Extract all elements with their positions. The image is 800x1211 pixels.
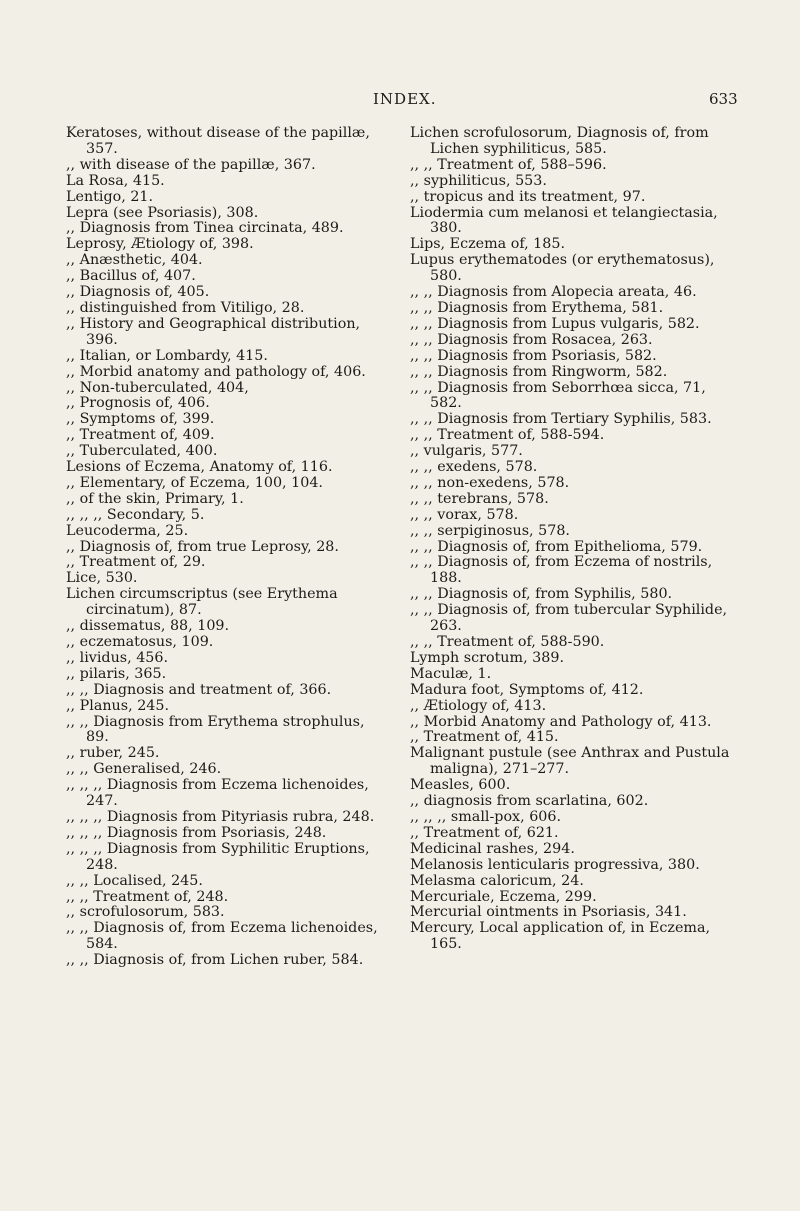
index-entry: ,, ,, ,, Diagnosis from Syphilitic Eruptions, 248. xyxy=(66,840,370,873)
index-entry: Leucoderma, 25. xyxy=(66,522,189,539)
index-entry: ,, ,, Treatment of, 248. xyxy=(66,888,229,905)
index-entry: ,, ,, Treatment of, 588-594. xyxy=(410,427,605,444)
index-entry: Melasma caloricum, 24. xyxy=(410,872,584,889)
index-entry: ,, of the skin, Primary, 1. xyxy=(66,490,244,507)
index-entry: ,, History and Geographical distribution, 396. xyxy=(66,315,361,348)
index-entry: ,, Elementary, of Eczema, 100, 104. xyxy=(66,474,323,491)
index-entry: Maculæ, 1. xyxy=(410,665,492,682)
index-entry: ,, ,, Diagnosis from Ringworm, 582. xyxy=(410,363,668,380)
index-entry: ,, ,, Diagnosis of, from Lichen ruber, 584. xyxy=(66,952,364,969)
index-entry: ,, vulgaris, 577. xyxy=(410,443,523,460)
index-entry: ,, ,, Diagnosis from Seborrhœa sicca, 71, 582. xyxy=(410,379,706,412)
index-entry: ,, ,, terebrans, 578. xyxy=(410,490,549,507)
index-entry: Leprosy, Ætiology of, 398. xyxy=(66,236,254,253)
right-index-column xyxy=(410,126,730,953)
index-entry: ,, ,, Diagnosis of, from Eczema lichenoides, 584. xyxy=(66,920,378,953)
index-entry: La Rosa, 415. xyxy=(66,172,165,189)
index-entry: ,, Treatment of, 29. xyxy=(66,554,206,571)
index-entry: ,, Anæsthetic, 404. xyxy=(66,252,203,269)
index-entry: ,, ,, non-exedens, 578. xyxy=(410,474,570,491)
index-entry: ,, Diagnosis of, from true Leprosy, 28. xyxy=(66,538,339,555)
left-index-column xyxy=(66,126,382,969)
index-entry: Medicinal rashes, 294. xyxy=(410,840,575,857)
index-entry: ,, eczematosus, 109. xyxy=(66,634,214,650)
index-entry: ,, ,, Localised, 245. xyxy=(66,872,203,889)
index-entry: ,, ,, Treatment of, 588-590. xyxy=(410,634,605,650)
index-entry: ,, pilaris, 365. xyxy=(66,665,167,682)
index-entry: ,, ,, Treatment of, 588–596. xyxy=(410,156,607,173)
index-entry: ,, ,, ,, Diagnosis from Eczema lichenoides, 247. xyxy=(66,777,369,810)
index-entry: ,, Treatment of, 621. xyxy=(410,824,559,841)
index-entry: ,, ,, Diagnosis from Erythema, 581. xyxy=(410,299,664,316)
index-entry: ,, Non-tuberculated, 404, xyxy=(66,379,249,396)
index-entry: Malignant pustule (see Anthrax and Pustula maligna), 271–277. xyxy=(410,745,730,778)
running-title: INDEX. xyxy=(373,90,437,108)
page-number: 633 xyxy=(709,90,738,108)
index-entry: ,, Diagnosis of, 405. xyxy=(66,284,210,301)
index-entry: ,, ,, Diagnosis from Psoriasis, 582. xyxy=(410,347,657,364)
index-entry: ,, ruber, 245. xyxy=(66,745,160,762)
index-entry: ,, Tuberculated, 400. xyxy=(66,443,218,460)
index-entry: Lupus erythematodes (or erythematosus), 580. xyxy=(410,252,715,285)
index-entry: ,, syphiliticus, 553. xyxy=(410,172,547,189)
index-entry: Madura foot, Symptoms of, 412. xyxy=(410,681,644,698)
index-entry: ,, Symptoms of, 399. xyxy=(66,411,215,428)
index-entry: ,, ,, Diagnosis from Erythema strophulus, 89. xyxy=(66,713,365,746)
index-entry: Keratoses, without disease of the papillæ, 357. xyxy=(66,125,370,157)
index-entry: ,, dissematus, 88, 109. xyxy=(66,618,230,635)
index-entry: Lymph scrotum, 389. xyxy=(410,649,564,666)
index-entry: ,, with disease of the papillæ, 367. xyxy=(66,156,316,173)
index-entry: ,, scrofulosorum, 583. xyxy=(66,904,225,921)
index-entry: ,, tropicus and its treatment, 97. xyxy=(410,188,646,205)
index-entry: Mercuriale, Eczema, 299. xyxy=(410,888,597,905)
index-entry: ,, ,, Diagnosis from Lupus vulgaris, 582. xyxy=(410,315,700,332)
index-entry: ,, Ætiology of, 413. xyxy=(410,697,547,714)
index-entry: ,, lividus, 456. xyxy=(66,649,169,666)
index-entry: ,, ,, Diagnosis of, from Syphilis, 580. xyxy=(410,586,673,603)
index-entry: ,, Italian, or Lombardy, 415. xyxy=(66,347,268,364)
index-entry: ,, ,, ,, Diagnosis from Psoriasis, 248. xyxy=(66,824,327,841)
index-entry: Lips, Eczema of, 185. xyxy=(410,236,566,253)
index-entry: Mercurial ointments in Psoriasis, 341. xyxy=(410,904,687,921)
index-entry: Lichen circumscriptus (see Erythema circinatum), 87. xyxy=(66,586,338,619)
index-entry: ,, diagnosis from scarlatina, 602. xyxy=(410,793,649,810)
index-entry: ,, distinguished from Vitiligo, 28. xyxy=(66,299,305,316)
index-entry: ,, Bacillus of, 407. xyxy=(66,268,196,285)
index-entry: ,, ,, Diagnosis from Alopecia areata, 46. xyxy=(410,284,697,301)
index-entry: Liodermia cum melanosi et telangiectasia, 380. xyxy=(410,204,718,237)
index-entry: ,, ,, Diagnosis of, from Eczema of nostrils, 188. xyxy=(410,554,713,587)
index-entry: ,, Prognosis of, 406. xyxy=(66,395,210,412)
index-entry: ,, Morbid anatomy and pathology of, 406. xyxy=(66,363,366,380)
index-entry: ,, Treatment of, 409. xyxy=(66,427,215,444)
index-entry: Lichen scrofulosorum, Diagnosis of, from Lichen syphiliticus, 585. xyxy=(410,125,709,157)
index-entry: ,, ,, Diagnosis of, from Epithelioma, 579. xyxy=(410,538,703,555)
index-entry: ,, ,, exedens, 578. xyxy=(410,459,538,476)
index-entry: ,, ,, vorax, 578. xyxy=(410,506,519,523)
index-entry: ,, ,, Diagnosis of, from tubercular Syphilide, 263. xyxy=(410,602,728,635)
index-entry: ,, Planus, 245. xyxy=(66,697,170,714)
index-entry: ,, ,, Generalised, 246. xyxy=(66,761,222,778)
page-header xyxy=(0,90,800,114)
index-entry: Lice, 530. xyxy=(66,570,138,587)
index-entry: ,, ,, serpiginosus, 578. xyxy=(410,522,570,539)
index-entry: Measles, 600. xyxy=(410,777,511,794)
index-entry: Melanosis lenticularis progressiva, 380. xyxy=(410,856,700,873)
index-entry: Lentigo, 21. xyxy=(66,188,154,205)
index-entry: ,, Diagnosis from Tinea circinata, 489. xyxy=(66,220,344,237)
index-entry: ,, ,, Diagnosis and treatment of, 366. xyxy=(66,681,332,698)
index-entry: ,, ,, ,, Secondary, 5. xyxy=(66,506,205,523)
index-entry: ,, Morbid Anatomy and Pathology of, 413. xyxy=(410,713,712,730)
index-entry: ,, ,, Diagnosis from Rosacea, 263. xyxy=(410,331,653,348)
index-entry: Lesions of Eczema, Anatomy of, 116. xyxy=(66,459,333,476)
index-entry: Lepra (see Psoriasis), 308. xyxy=(66,204,259,221)
index-entry: ,, Treatment of, 415. xyxy=(410,729,559,746)
index-entry: ,, ,, ,, Diagnosis from Pityriasis rubra, 248. xyxy=(66,808,375,825)
index-entry: ,, ,, Diagnosis from Tertiary Syphilis, 583. xyxy=(410,411,712,428)
index-entry: ,, ,, ,, small-pox, 606. xyxy=(410,808,562,825)
index-entry: Mercury, Local application of, in Eczema, 165. xyxy=(410,920,711,953)
